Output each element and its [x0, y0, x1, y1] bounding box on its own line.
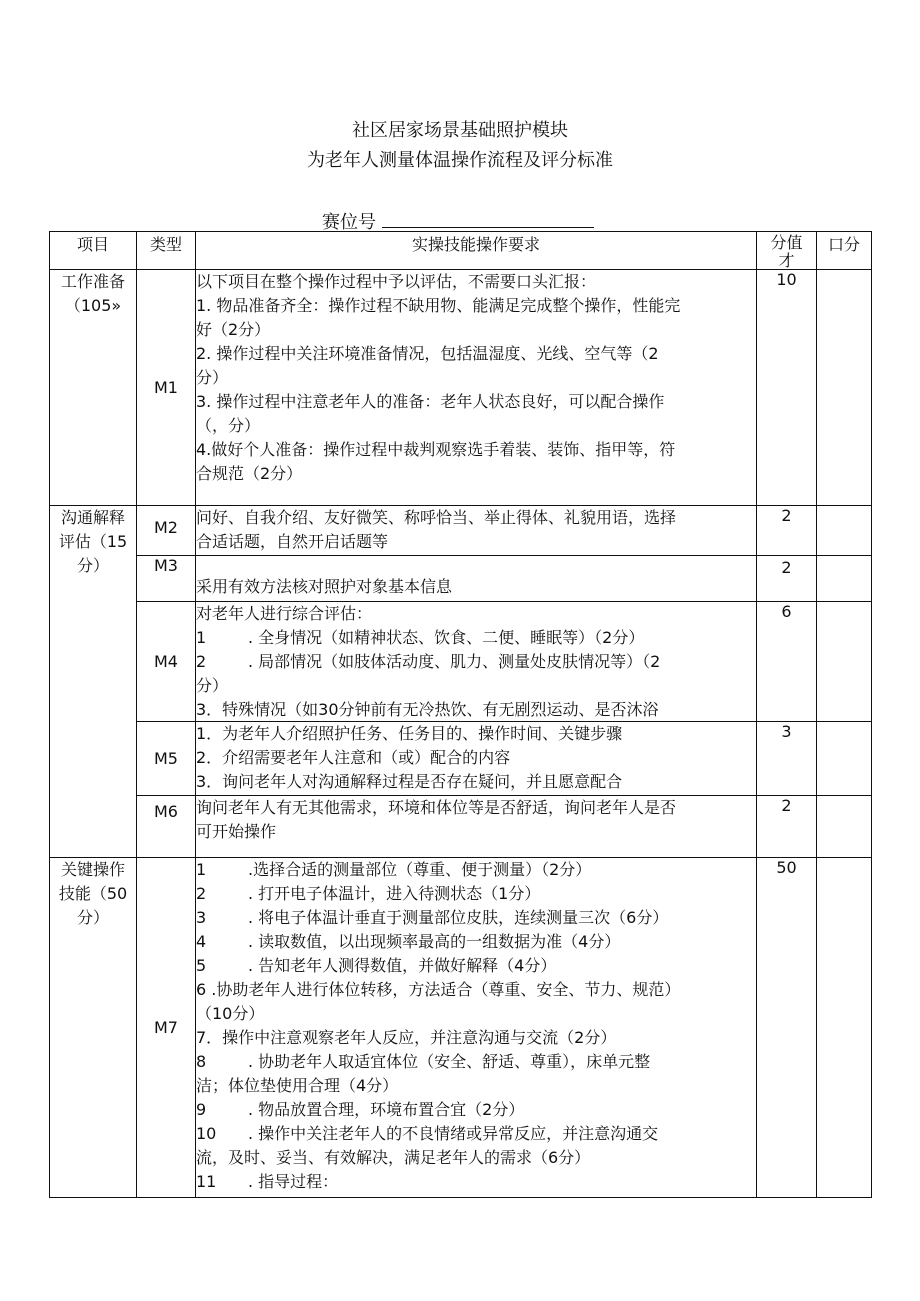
deduct-cell[interactable]: [817, 270, 872, 506]
deduct-cell[interactable]: [817, 858, 872, 1198]
requirement-cell: [196, 602, 757, 722]
section-work-prep: [50, 270, 137, 506]
seat-number-blank[interactable]: [382, 213, 594, 228]
item-number: 1: [196, 860, 207, 879]
requirement-cell: [196, 270, 757, 506]
item-number: 2: [196, 652, 207, 671]
header-deduct: 口分: [817, 232, 872, 270]
type-code: M1: [137, 270, 196, 506]
requirement-line: 合适话题，自然开启话题等: [196, 532, 389, 551]
requirement-line: 2. 操作过程中关注环境准备情况，包括温湿度、光线、空气等（2: [196, 344, 659, 363]
requirement-line: 流，及时、妥当、有效解决，满足老年人的需求（6分）: [196, 1148, 591, 1167]
type-code: M7: [137, 858, 196, 1198]
section-key-skills: [50, 858, 137, 1198]
requirement-line: 3．特殊情况（如30分钟前有无冷热饮、有无剧烈运动、是否沐浴: [196, 700, 659, 718]
requirement-line: . 操作中关注老年人的不良情绪或异常反应，并注意沟通交: [248, 1124, 659, 1143]
section-points: 技能（50: [58, 884, 128, 903]
requirement-line: 3．询问老年人对沟通解释过程是否存在疑问，并且愿意配合: [196, 772, 623, 791]
requirement-line: 7．操作中注意观察老年人反应，并注意沟通与交流（2分）: [196, 1028, 617, 1047]
requirement-line: . 协助老年人取适宜体位（安全、舒适、尊重），床单元整: [248, 1052, 651, 1071]
score-value: 2: [757, 506, 817, 556]
requirement-line: 询问老年人有无其他需求，环境和体位等是否舒适，询问老年人是否: [196, 798, 677, 817]
requirement-line: 可开始操作: [196, 822, 277, 841]
type-code: M3: [137, 556, 196, 602]
deduct-cell[interactable]: [817, 556, 872, 602]
requirement-line: 分）: [196, 676, 229, 695]
document-subtitle: 为老年人测量体温操作流程及评分标准: [307, 150, 613, 171]
table-row: [50, 602, 872, 722]
requirement-line: 问好、自我介绍、友好微笑、称呼恰当、举止得体、礼貌用语，选择: [196, 508, 677, 527]
requirement-line: 4.做好个人准备：操作过程中裁判观察选手着装、装饰、指甲等，符: [196, 440, 676, 459]
requirement-line: 合规范（2分）: [196, 464, 303, 483]
deduct-cell[interactable]: [817, 796, 872, 858]
table-row: [50, 722, 872, 796]
document-title: 社区居家场景基础照护模块: [352, 120, 568, 141]
requirement-cell: [196, 556, 757, 602]
type-code: M2: [137, 506, 196, 556]
section-label: 工作准备: [60, 272, 125, 291]
item-number: 3: [196, 908, 207, 927]
header-score-label: 分值: [770, 234, 803, 252]
section-label: 沟通解释: [60, 508, 125, 527]
table-row: [50, 270, 872, 506]
header-requirement: 实操技能操作要求: [196, 232, 757, 270]
item-number: 2: [196, 884, 207, 903]
type-code: M6: [137, 796, 196, 858]
score-value: 2: [757, 556, 817, 602]
table-row: [50, 556, 872, 602]
requirement-line: 3. 操作过程中注意老年人的准备：老年人状态良好，可以配合操作: [196, 392, 665, 411]
requirement-cell: [196, 722, 757, 796]
requirement-line: . 读取数值，以出现频率最高的一组数据为准（4分）: [248, 932, 621, 951]
deduct-cell[interactable]: [817, 722, 872, 796]
requirement-line: 采用有效方法核对照护对象基本信息: [196, 577, 453, 596]
item-number: 1: [196, 628, 207, 647]
type-code: M4: [137, 602, 196, 722]
section-label: 关键操作: [60, 860, 125, 879]
table-row: [50, 796, 872, 858]
table-row: [50, 858, 872, 1198]
requirement-line: 1．为老年人介绍照护任务、任务目的、操作时间、关键步骤: [196, 724, 623, 743]
item-number: 5: [196, 956, 207, 975]
requirement-line: 分）: [196, 368, 229, 387]
requirement-line: . 局部情况（如肢体活动度、肌力、测量处皮肤情况等）（2: [248, 652, 661, 671]
section-points-unit: 分）: [76, 908, 109, 927]
section-points: （105»: [64, 296, 122, 315]
requirement-line: 1. 物品准备齐全：操作过程不缺用物、能满足完成整个操作，性能完: [196, 296, 681, 315]
requirement-line: 好（2分）: [196, 320, 271, 339]
requirement-line: .选择合适的测量部位（尊重、便于测量）（2分）: [248, 860, 592, 879]
header-type: 类型: [137, 232, 196, 270]
score-value: 3: [757, 722, 817, 796]
deduct-cell[interactable]: [817, 602, 872, 722]
requirement-line: 以下项目在整个操作过程中予以评估，不需要口头汇报：: [196, 272, 597, 291]
score-value: 50: [757, 858, 817, 1198]
section-points: 评估（15: [58, 532, 128, 551]
deduct-cell[interactable]: [817, 506, 872, 556]
requirement-line: 6 .协助老年人进行体位转移，方法适合（尊重、安全、节力、规范）: [196, 980, 681, 999]
requirement-line: . 告知老年人测得数值，并做好解释（4分）: [248, 956, 557, 975]
requirement-cell: [196, 858, 757, 1198]
type-code: M5: [137, 722, 196, 796]
requirement-line: 洁；体位垫使用合理（4分）: [196, 1076, 399, 1095]
score-value: 10: [757, 270, 817, 506]
header-score-cut: 才: [778, 251, 795, 268]
requirement-line: （10分）: [196, 1004, 265, 1023]
requirement-line: . 打开电子体温计，进入待测状态（1分）: [248, 884, 541, 903]
header-item: 项目: [50, 232, 137, 270]
section-communication: [50, 506, 137, 858]
requirement-line: . 指导过程：: [248, 1172, 339, 1191]
item-number: 10: [196, 1124, 217, 1143]
requirement-line: （，分）: [196, 416, 261, 435]
score-value: 2: [757, 796, 817, 858]
requirement-cell: [196, 796, 757, 858]
item-number: 8: [196, 1052, 207, 1071]
item-number: 9: [196, 1100, 207, 1119]
table-header-row: [50, 232, 872, 270]
requirement-line: . 将电子体温计垂直于测量部位皮肤，连续测量三次（6分）: [248, 908, 669, 927]
requirement-line: . 全身情况（如精神状态、饮食、二便、睡眠等）（2分）: [248, 628, 645, 647]
table-row: [50, 506, 872, 556]
seat-number-label: 赛位号: [322, 212, 376, 233]
requirement-line: . 物品放置合理，环境布置合宜（2分）: [248, 1100, 525, 1119]
section-points-unit: 分）: [76, 556, 109, 575]
score-value: 6: [757, 602, 817, 722]
header-score: [757, 232, 817, 270]
scoring-table-body: [49, 231, 872, 1198]
requirement-line: 对老年人进行综合评估：: [196, 604, 373, 623]
item-number: 4: [196, 932, 207, 951]
requirement-line: 2．介绍需要老年人注意和（或）配合的内容: [196, 748, 511, 767]
requirement-cell: [196, 506, 757, 556]
item-number: 11: [196, 1172, 217, 1191]
